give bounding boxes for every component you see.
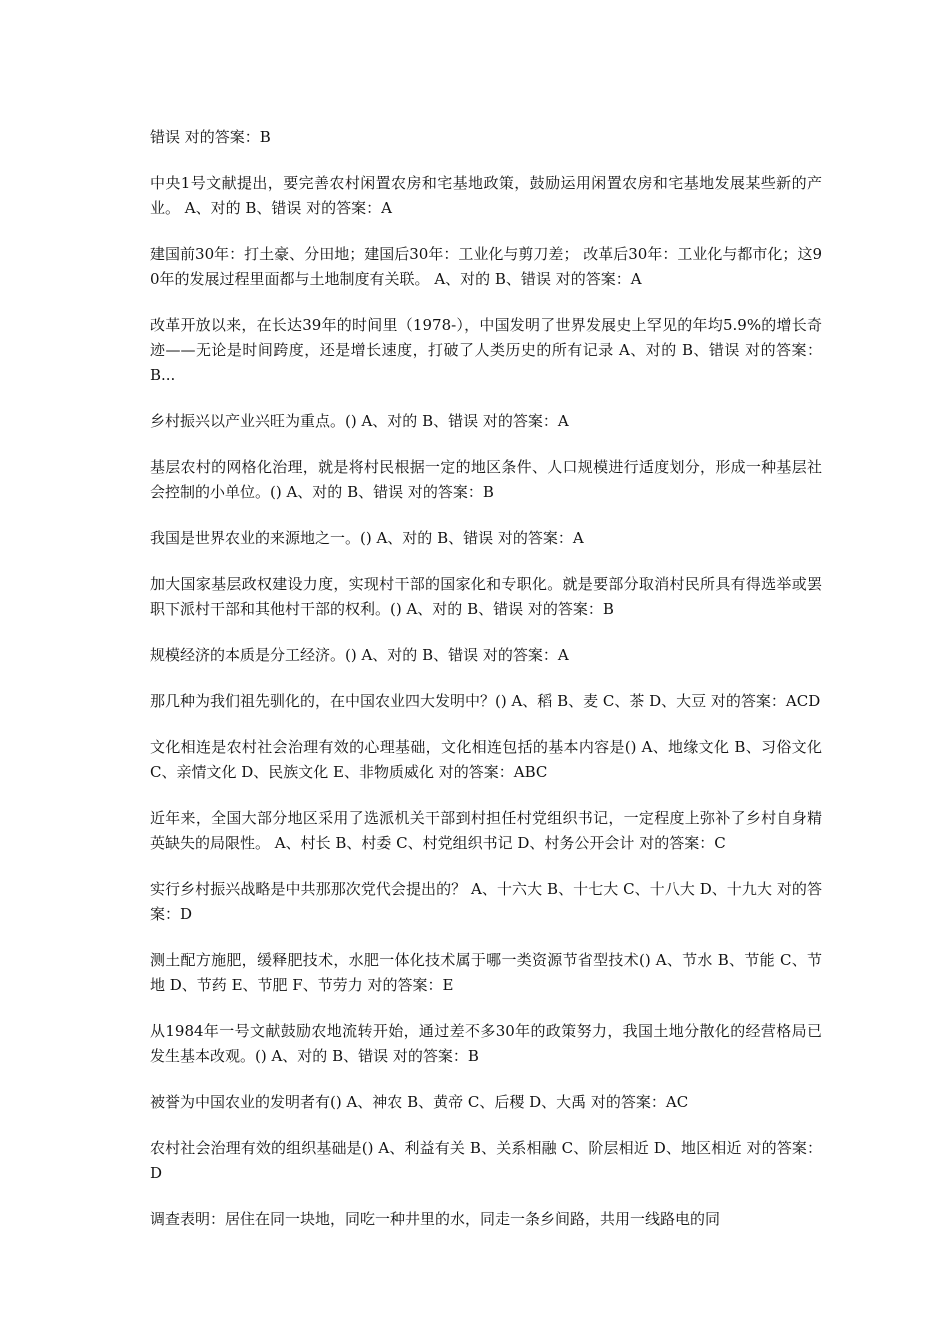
paragraph-15: 被誉为中国农业的发明者有() A、神农 B、黄帝 C、后稷 D、大禹 对的答案：AC [150,1093,689,1111]
paragraph-13: 测土配方施肥，缓释肥技术，水肥一体化技术属于哪一类资源节省型技术() A、节水 B、节能 C、节地 D、节药 E、节肥 F、节劳力 对的答案：E [150,951,822,994]
paragraph-2: 建国前30年：打土豪、分田地；建国后30年：工业化与剪刀差； 改革后30年：工业化与都市化；这90年的发展过程里面都与土地制度有关联。 A、对的 B、错误 对的答案：A [150,245,822,288]
paragraph-4: 乡村振兴以产业兴旺为重点。() A、对的 B、错误 对的答案：A [150,412,569,430]
paragraph-3: 改革开放以来，在长达39年的时间里（1978-），中国发明了世界发展史上罕见的年均5.9%的增长奇迹——无论是时间跨度，还是增长速度，打破了人类历史的所有记录 A、对的 B、错误 对的答案：B... [150,316,822,384]
paragraph-10: 文化相连是农村社会治理有效的心理基础，文化相连包括的基本内容是() A、地缘文化 B、习俗文化 C、亲情文化 D、民族文化 E、非物质威化 对的答案：ABC [150,738,822,781]
paragraph-6: 我国是世界农业的来源地之一。() A、对的 B、错误 对的答案：A [150,529,584,547]
paragraph-17: 调查表明：居住在同一块地，同吃一种井里的水，同走一条乡间路，共用一线路电的同 [150,1210,721,1228]
paragraph-5: 基层农村的网格化治理，就是将村民根据一定的地区条件、人口规模进行适度划分，形成一种基层社会控制的小单位。() A、对的 B、错误 对的答案：B [150,458,822,501]
paragraph-9: 那几种为我们祖先驯化的，在中国农业四大发明中？() A、稻 B、麦 C、茶 D、大豆 对的答案：ACD [150,692,821,710]
paragraph-0: 错误 对的答案：B [150,128,271,146]
paragraph-8: 规模经济的本质是分工经济。() A、对的 B、错误 对的答案：A [150,646,569,664]
paragraph-7: 加大国家基层政权建设力度，实现村干部的国家化和专职化。就是要部分取消村民所具有得选举或罢职下派村干部和其他村干部的权利。() A、对的 B、错误 对的答案：B [150,575,822,618]
document-body [150,125,822,1253]
paragraph-11: 近年来，全国大部分地区采用了选派机关干部到村担任村党组织书记，一定程度上弥补了乡村自身精英缺失的局限性。 A、村长 B、村委 C、村党组织书记 D、村务公开会计 对的答案：C [150,809,822,852]
paragraph-16: 农村社会治理有效的组织基础是() A、利益有关 B、关系相融 C、阶层相近 D、地区相近 对的答案：D [150,1139,822,1182]
paragraph-1: 中央1号文献提出，要完善农村闲置农房和宅基地政策，鼓励运用闲置农房和宅基地发展某些新的产业。 A、对的 B、错误 对的答案：A [150,174,822,217]
paragraph-12: 实行乡村振兴战略是中共那那次党代会提出的？ A、十六大 B、十七大 C、十八大 D、十九大 对的答案：D [150,880,822,923]
paragraph-14: 从1984年一号文献鼓励农地流转开始，通过差不多30年的政策努力，我国土地分散化的经营格局已发生基本改观。() A、对的 B、错误 对的答案：B [150,1022,822,1065]
